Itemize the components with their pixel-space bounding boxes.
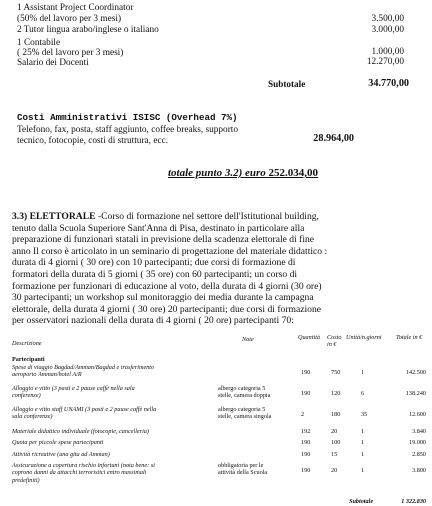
staff-line-2: (50% del lavoro per 3 mesi)	[17, 14, 122, 24]
header-cost: Costo in €	[327, 334, 342, 349]
row-quantity: 190	[301, 390, 311, 397]
row-cost: 20	[331, 467, 338, 474]
row-note: stelle, camera doppia	[218, 392, 271, 400]
header-units: Unità/n.giorni	[346, 334, 382, 341]
staff-amount-1: 3.500,00	[371, 14, 404, 24]
staff-line-1: 1 Assistant Project Coordinator	[17, 3, 134, 13]
section-line-6: formatori della durata di 5 giorni ( 35 ore) con 60 partecipanti; un corso di	[12, 268, 298, 280]
row-description: Assicurazione a copertura rischio infortuni (nota bene: si	[12, 462, 155, 469]
row-cost: 15	[331, 451, 338, 458]
row-note: attività della Scuola	[218, 469, 268, 477]
section-line-7: formazione per funzionari di educazione al voto, della durata di 4 giorni (30 ore)	[12, 280, 322, 292]
row-description: conferenze)	[12, 392, 41, 400]
total-value: 252.034,00	[268, 167, 319, 179]
row-units: 35	[361, 411, 368, 418]
admin-costs-title: Costi Amministrativi ISISC (Overhead 7%)	[17, 112, 238, 123]
row-total: 3.840	[412, 428, 426, 435]
row-cost: 750	[331, 369, 341, 376]
row-description: Attività ricreative (una gita ad Amman)	[12, 451, 110, 458]
section-line-10: per osservatori nazionali della durata di 4 giorni ( 20 ore) partecipanti 70:	[12, 315, 294, 327]
row-units: 1	[361, 428, 365, 435]
total-label: totale punto 3.2) euro	[168, 167, 266, 179]
header-total: Totale in €	[396, 334, 423, 341]
staff-line-4: 1 Contabile	[17, 38, 61, 48]
row-units: 1	[361, 451, 365, 458]
row-quantity: 190	[301, 467, 311, 474]
staff-amount-4: 12.270,00	[366, 57, 404, 67]
total-line	[168, 167, 318, 179]
section-title: 3.3) ELETTORALE	[12, 211, 96, 222]
table-subtotal-label: Subtotale	[349, 498, 374, 505]
section-line-1: 3.3) ELETTORALE -Corso di formazione nel settore dell'Istitutional building,	[12, 211, 319, 222]
table-subtotal-value: 1 322.830	[401, 498, 426, 505]
row-quantity: 190	[301, 439, 311, 446]
group-label: Partecipanti	[12, 356, 45, 363]
admin-costs-line-1: Telefono, fax, posta, staff aggiunto, coffee breaks, supporto	[17, 125, 239, 135]
section-line-4: anno Il corso è articolato in un seminario di progettazione del materiale didattico :	[12, 245, 328, 257]
row-quantity: 2	[301, 411, 305, 418]
section-line-5: durata di 4 giorni ( 30 ore) con 10 partecipanti; due corsi di formazione di	[12, 257, 296, 269]
staff-amount-2: 3.000,00	[371, 25, 404, 35]
row-units: 1	[361, 369, 365, 376]
row-note: albergo categoria 5	[218, 406, 266, 413]
section-line-9: elettorale, della durata 4 giorni ( 30 ore) 20 partecipanti; due corsi di formazione	[12, 303, 322, 315]
header-quantity: Quantità	[298, 334, 321, 341]
staff-subtotal-value: 34.770,00	[368, 78, 409, 89]
row-total: 3.800	[412, 467, 426, 474]
staff-amount-3: 1.000,00	[371, 47, 404, 57]
section-paragraph	[12, 211, 422, 327]
row-description: Spese di viaggio Bagdad/Amman/Bagdad e trasferimento	[12, 364, 155, 371]
row-units: 1	[361, 467, 365, 474]
row-note: albergo categoria 5	[218, 385, 266, 392]
row-cost: 120	[331, 390, 341, 397]
header-description: Descrizione	[12, 340, 42, 347]
row-quantity: 192	[301, 428, 311, 435]
budget-table	[12, 334, 426, 506]
row-description: Materiale didattico individuale (fotocopie, cancelleria)	[12, 428, 149, 435]
row-total: 19.000	[408, 439, 426, 446]
staff-line-6: Salario dei Docenti	[17, 58, 89, 68]
admin-costs-line-2: tecnico, fotocopie, costi di struttura, ecc.	[17, 136, 169, 146]
row-description: predefiniti)	[12, 476, 40, 484]
row-total: 12.600	[408, 411, 426, 418]
admin-costs-amount: 28.964,00	[313, 133, 354, 144]
section-line-8: 30 partecipanti; un workshop sul monitoraggio dei media durante la campagna	[12, 292, 314, 304]
staff-subtotal-label: Subtotale	[268, 79, 306, 89]
row-description: aeroporto Amman/hotel A/R	[12, 371, 82, 379]
row-description: Quota per piccole spese partecipanti	[12, 439, 104, 446]
row-cost: 100	[331, 439, 341, 446]
row-note: obbligatoria per le	[218, 462, 264, 469]
header-notes: Note	[242, 336, 254, 343]
row-quantity: 190	[301, 451, 311, 458]
row-units: 6	[361, 390, 365, 397]
row-description: sala conferenze)	[12, 413, 53, 421]
staff-line-3: 2 Tutor lingua arabo/inglese o italiano	[17, 25, 159, 35]
staff-line-5: ( 25% del lavoro per 3 mesi)	[17, 48, 124, 58]
row-total: 138.240	[405, 390, 426, 397]
row-description: coprono danni da attacchi terroristici entro massimali	[12, 469, 147, 477]
row-note: stelle, camera singola	[218, 413, 272, 421]
row-cost: 20	[331, 428, 338, 435]
row-description: Alloggio e vitto staff UNAMI (3 pasti e 2 pause caffè nella	[12, 406, 157, 413]
row-units: 1	[361, 439, 365, 446]
section-line-2: tenuto dalla Scuola Superiore Sant'Anna di Pisa, destinato in particolare alla	[12, 222, 305, 234]
row-total: 2.850	[412, 451, 426, 458]
row-cost: 180	[331, 411, 341, 418]
section-line-3: preparazione di funzionari statali in previsione della scadenza elettorale di fine	[12, 234, 315, 246]
row-quantity: 190	[301, 369, 311, 376]
row-description: Alloggio e vitto (3 pasti e 2 pause caffè nella sala	[12, 385, 135, 392]
row-total: 142.500	[405, 369, 426, 376]
